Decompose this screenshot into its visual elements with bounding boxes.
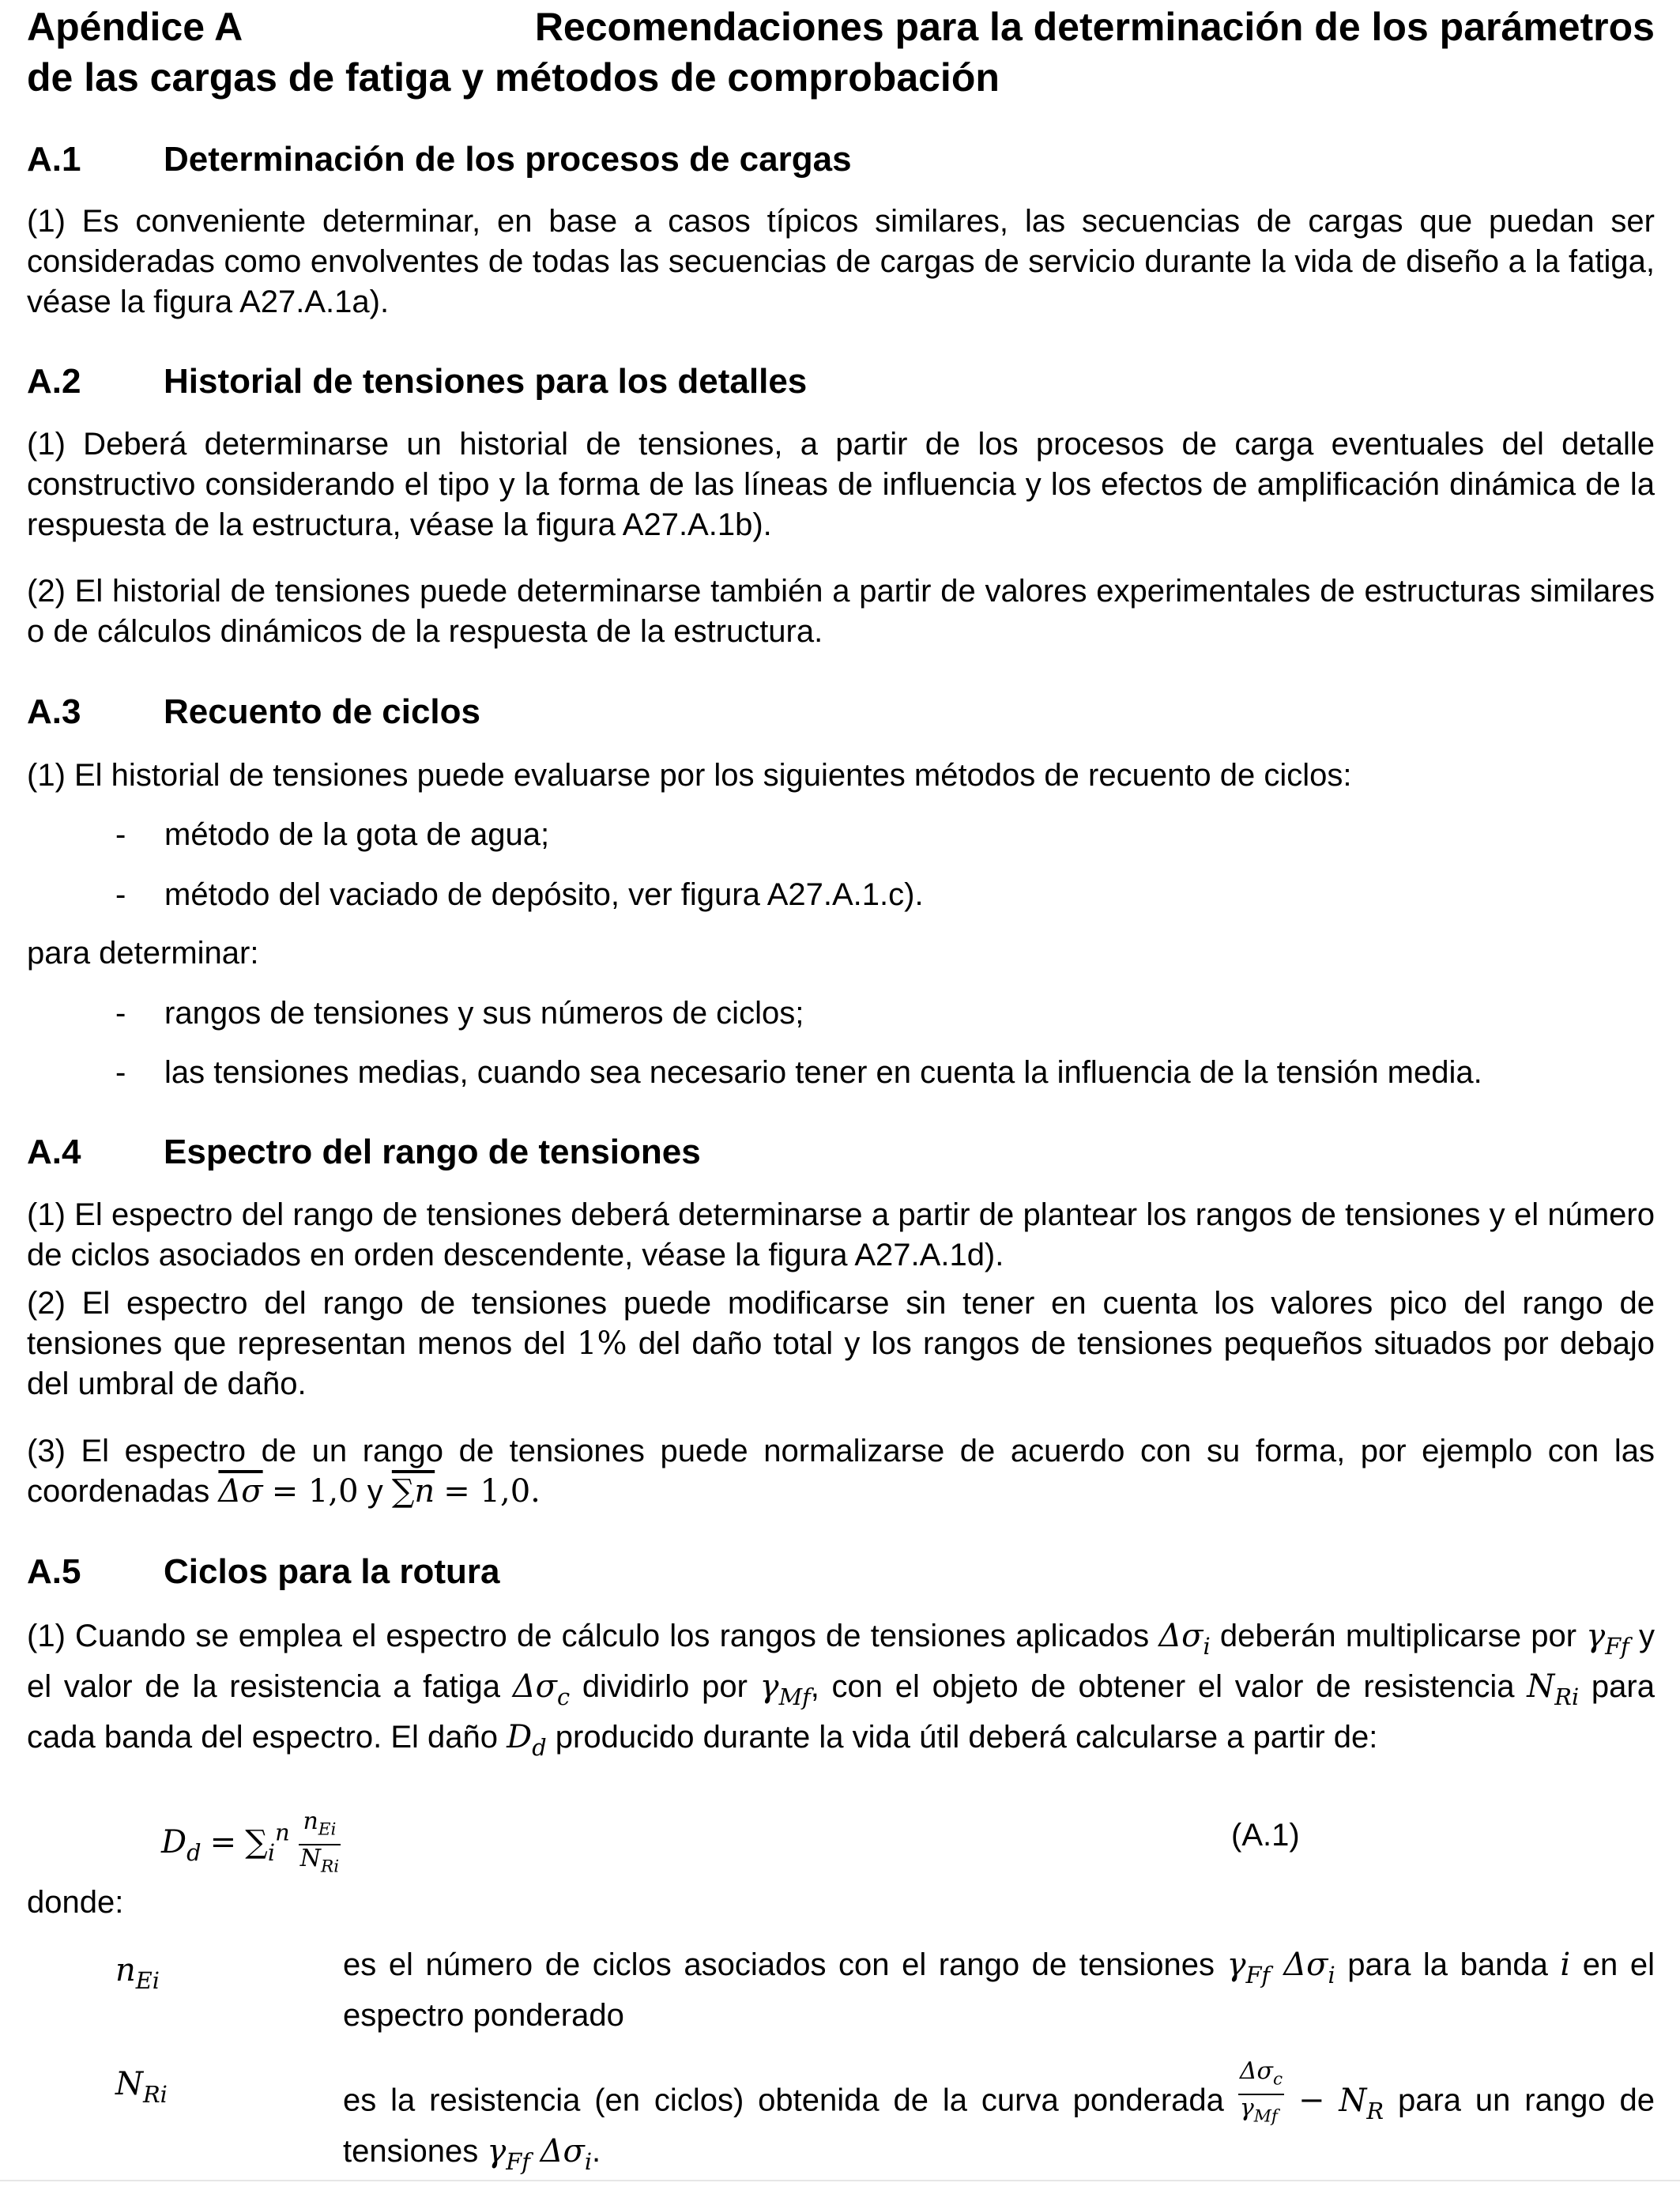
definition-text-NRi: es la resistencia (en ciclos) obtenida de la curva ponderada $\frac{\Delta\sigma_c}{\gamma_{Mf}}$ − $N_R$ para un rango de tensiones $\gamma_{Ff}$ $\Delta\sigma_i$. xyxy=(343,2057,1655,2175)
section-number: A.5 xyxy=(27,1552,81,1591)
definition-symbol-nEi: $n_{Ei}$ xyxy=(115,1952,160,1995)
paragraph-a3-1: (1) El historial de tensiones puede evaluarse por los siguientes métodos de recuento de ciclos: xyxy=(27,758,1352,793)
paragraph-a4-3: (3) El espectro de un rango de tensiones puede normalizarse de acuerdo con su forma, por ejemplo con las coordenadas $\overline{\Delta\sigma} = 1,0$ y ∑n = 1,0. xyxy=(27,1434,1655,1510)
definition-text-nEi: es el número de ciclos asociados con el rango de tensiones $\gamma_{Ff}$ $\Delta\sigma_i$ para la banda i en el espectro ponderado xyxy=(343,1947,1655,2034)
normalized-cycle-sum: ∑n xyxy=(391,1473,435,1510)
paragraph-a3-intro: para determinar: xyxy=(27,936,259,971)
list-item-text: las tensiones medias, cuando sea necesario tener en cuenta la influencia de la tensión media. xyxy=(164,1055,1482,1090)
section-number: A.1 xyxy=(27,140,81,179)
list-item-text: método de la gota de agua; xyxy=(164,817,550,852)
section-title: Historial de tensiones para los detalles xyxy=(164,362,808,401)
damage-equation: $D_d = \sum_i^n$ $\frac{n_{Ei}}{N_{Ri}}$ xyxy=(161,1808,340,1877)
section-number: A.3 xyxy=(27,692,81,731)
section-title: Determinación de los procesos de cargas xyxy=(164,140,852,179)
equation-number: (A.1) xyxy=(1231,1818,1300,1853)
appendix-title xyxy=(27,2,1655,103)
section-heading-a5 xyxy=(27,1550,499,1594)
paragraph-a2-2: (2) El historial de tensiones puede determinarse también a partir de valores experimentales de estructuras similares o de cálculos dinámicos de la respuesta de la estructura. xyxy=(27,574,1655,649)
appendix-label: Apéndice A xyxy=(27,5,243,49)
section-title: Recuento de ciclos xyxy=(164,692,481,731)
list-item-text: método del vaciado de depósito, ver figura A27.A.1.c). xyxy=(164,877,924,912)
list-item-text: rangos de tensiones y sus números de ciclos; xyxy=(164,996,804,1031)
normalized-stress-range: $\overline{\Delta\sigma}$ xyxy=(218,1473,263,1510)
section-title: Ciclos para la rotura xyxy=(164,1552,500,1591)
page-bottom-rule xyxy=(0,2180,1680,2181)
section-heading-a1 xyxy=(27,138,852,182)
paragraph-a1-1: (1) Es conveniente determinar, en base a casos típicos similares, las secuencias de cargas que puedan ser consideradas como envolventes de todas las secuencias de cargas de servicio durante la vida de diseño a la fatiga, véase la figura A27.A.1a). xyxy=(27,204,1655,319)
definition-symbol-NRi: $N_{Ri}$ xyxy=(115,2066,168,2109)
paragraph-a2-1: (1) Deberá determinarse un historial de tensiones, a partir de los procesos de carga eventuales del detalle constructivo considerando el tipo y la forma de las líneas de influencia y los efectos de amplificación dinámica de la respuesta de la estructura, véase la figura A27.A.1b). xyxy=(27,427,1655,542)
section-number: A.4 xyxy=(27,1133,81,1171)
section-heading-a4 xyxy=(27,1130,701,1174)
paragraph-a4-2: (2) El espectro del rango de tensiones puede modificarse sin tener en cuenta los valores pico del rango de tensiones que representan menos del 1% del daño total y los rangos de tensiones pequeños situados por debajo del umbral de daño. xyxy=(27,1286,1655,1401)
percent-value: 1% xyxy=(577,1325,627,1362)
donde-label: donde: xyxy=(27,1885,124,1920)
section-heading-a3 xyxy=(27,690,480,734)
appendix-title-line2: de las cargas de fatiga y métodos de comprobación xyxy=(27,55,1000,100)
paragraph-a4-1: (1) El espectro del rango de tensiones deberá determinarse a partir de plantear los rangos de tensiones y el número de ciclos asociados en orden descendente, véase la figura A27.A.1d). xyxy=(27,1197,1655,1272)
section-number: A.2 xyxy=(27,362,81,401)
appendix-title-line1: Recomendaciones para la determinación de los parámetros xyxy=(534,5,1655,49)
section-title: Espectro del rango de tensiones xyxy=(164,1133,701,1171)
paragraph-a5-1: (1) Cuando se emplea el espectro de cálculo los rangos de tensiones aplicados $\Delta\sigma_i$ deberán multiplicarse por $\gamma_{Ff}$ y el valor de la resistencia a fatiga $\Delta\sigma_c$ dividirlo por $\gamma_{Mf}$, con el objeto de obtener el valor de resistencia $N_{Ri}$ para cada banda del espectro. El daño $D_d$ producido durante la vida útil deberá calcularse a partir de: xyxy=(27,1618,1655,1762)
section-heading-a2 xyxy=(27,360,807,404)
